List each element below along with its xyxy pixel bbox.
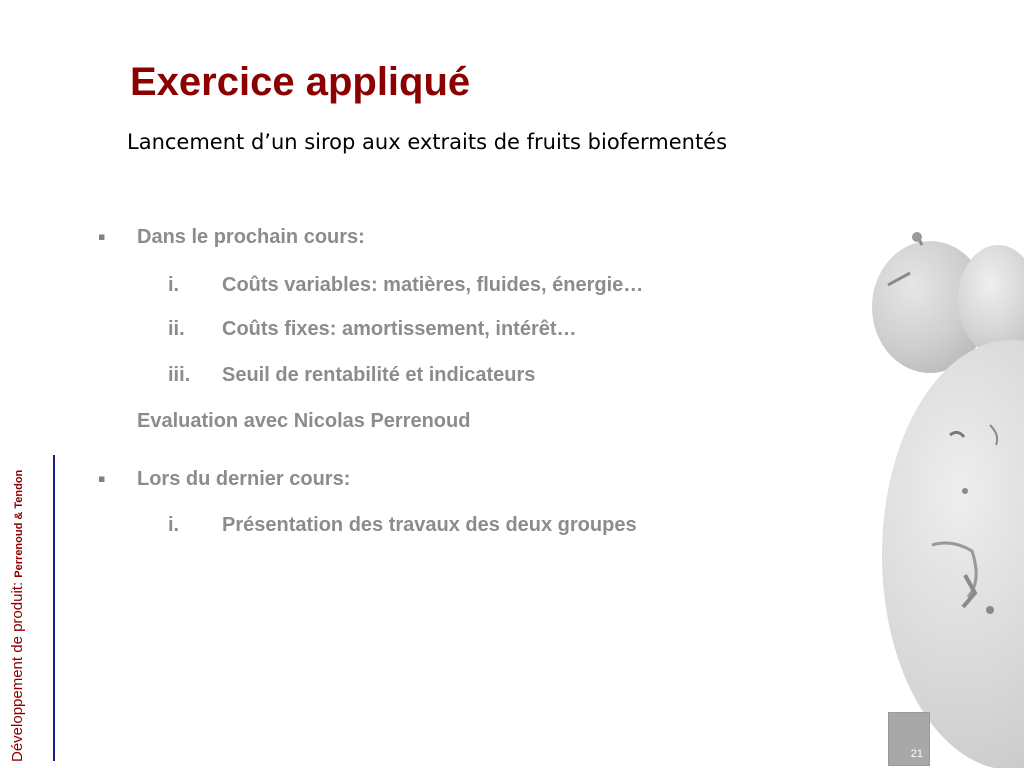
list-item-text: Coûts fixes: amortissement, intérêt… [222, 318, 577, 340]
list-item-number: i. [168, 514, 180, 536]
page-title: Exercice appliqué [130, 60, 471, 104]
page-number: 21 [910, 748, 923, 760]
bullet-square-icon: ▪ [98, 472, 106, 485]
list-item-text: Seuil de rentabilité et indicateurs [222, 364, 536, 386]
bullet-square-icon: ▪ [98, 230, 106, 243]
fruit-photo-icon [870, 215, 1024, 768]
list-item-number: iii. [168, 364, 191, 386]
page-number-box [888, 712, 930, 766]
evaluation-note: Evaluation avec Nicolas Perrenoud [137, 410, 471, 432]
sidebar-course-label [8, 470, 29, 762]
list-item-text: Coûts variables: matières, fluides, énergie… [222, 274, 644, 296]
section-heading-last-course: Lors du dernier cours: [137, 468, 351, 490]
list-item-text: Présentation des travaux des deux groupes [222, 514, 637, 536]
list-item-number: ii. [168, 318, 185, 340]
section-heading-next-course: Dans le prochain cours: [137, 226, 365, 248]
sidebar-authors: Perrenoud & Tendon [13, 469, 25, 578]
page-subtitle: Lancement d’un sirop aux extraits de fruits biofermentés [127, 130, 728, 154]
list-item-number: i. [168, 274, 180, 296]
sidebar-course-title: Développement de produit: [9, 577, 26, 762]
sidebar-divider [53, 455, 55, 761]
